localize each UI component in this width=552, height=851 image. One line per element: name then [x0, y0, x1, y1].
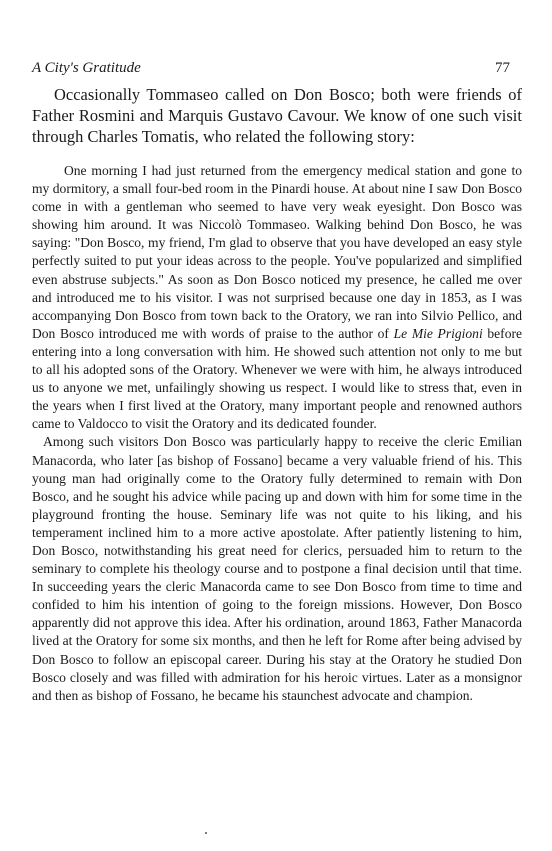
running-title: A City's Gratitude — [32, 60, 141, 76]
quote-paragraph-1 — [32, 162, 522, 433]
quote-paragraph-2: Among such visitors Don Bosco was particularly happy to receive the cleric Emilian Manacorda, who later [as bishop of Fossano] became a very valuable friend of his. This young man had originally come to the Oratory fully determined to remain with Don Bosco, and he sought his advice while pacing up and down with him for some time in the playground fronting the house. Seminary life was not quite to his liking, and his temperament inclined him to a more active apostolate. After patiently listening to him, Don Bosco, notwithstanding his great need for clerics, persuaded him to return to the seminary to complete his theology course and to postpone a final decision until that time. In succeeding years the cleric Manacorda came to see Don Bosco from time to time and confided to him his intention of going to the foreign missions. However, Don Bosco apparently did not approve this idea. After his ordination, around 1863, Father Manacorda lived at the Oratory for some six months, and then he left for Rome after being advised by Don Bosco to follow an episcopal career. During his stay at the Oratory he studied Don Bosco closely and was filled with admiration for his heroic virtues. Later as a monsignor and then as bishop of Fossano, he became his staunchest advocate and champion. — [32, 434, 522, 703]
block-quote — [32, 162, 522, 705]
book-page — [32, 60, 522, 705]
page-number: 77 — [495, 60, 510, 76]
intro-paragraph: Occasionally Tommaseo called on Don Bosco; both were friends of Father Rosmini and Marquis Gustavo Cavour. We know of one such visit through Charles Tomatis, who related the following story: — [32, 85, 522, 146]
quote-paragraph-1-text-a: One morning I had just returned from the emergency medical station and gone to my dormitory, a small four-bed room in the Pinardi house. At about nine I saw Don Bosco come in with a gentleman who seemed to have very weak eyesight. Don Bosco was showing him around. It was Niccolò Tommaseo. Walking behind Don Bosco, he was saying: "Don Bosco, my friend, I'm glad to observe that you have developed an easy style perfectly suited to put your ideas across to the people. You've popularized and simplified even abstruse subjects." As soon as Don Bosco noticed my presence, he called me over and introduced me to his visitor. I was not surprised because one day in 1853, as I was accompanying Don Bosco from town back to the Oratory, we ran into Silvio Pellico, and Don Bosco introduced me with words of praise to the author of — [32, 163, 522, 341]
running-head — [32, 60, 522, 77]
quote-paragraph-1-text-b: before entering into a long conversation with him. He showed such attention not only to me but to all his adopted sons of the Oratory. Whenever we were with him, he always introduced us to anyone we met, unfailingly showing us respect. I would like to stress that, even in the years when I first lived at the Oratory, many important people and renowned authors came to Valdocco to visit the Oratory and its dedicated founder. — [32, 325, 522, 432]
stray-mark — [205, 832, 207, 834]
book-title: Le Mie Prigioni — [393, 325, 483, 341]
